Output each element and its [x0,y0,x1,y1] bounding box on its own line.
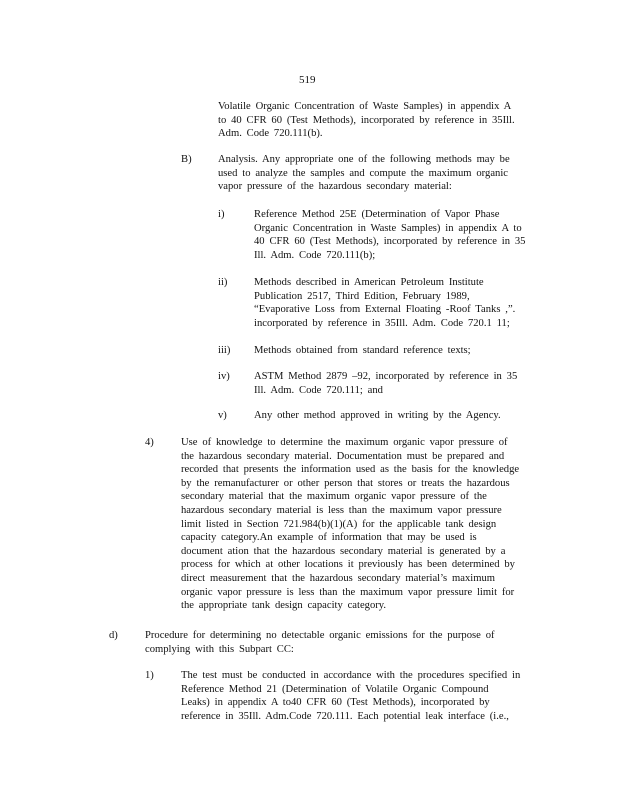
subitem-i-label: i) [218,209,225,220]
subitem-iv-paragraph [254,370,517,397]
subitem-i-paragraph [254,208,525,262]
text-line: Adm. Code 720.111(b). [218,128,323,140]
text-line: incorporated by reference in 35Ill. Adm. Code 720.1 11; [254,317,510,329]
text-line: Use of knowledge to determine the maximum organic vapor pressure of [181,437,508,448]
continuation-paragraph [218,100,515,141]
text-line: organic vapor pressure is less than the maximum vapor pressure limit for [181,586,515,598]
subitem-iii-paragraph [254,344,471,358]
text-line: Analysis. Any appropriate one of the following methods may be [218,154,510,165]
item-4-label: 4) [145,437,154,448]
text-line: capacity category.An example of information that may be used is [181,532,477,544]
subitem-ii-paragraph [254,276,515,330]
text-line: Publication 2517, Third Edition, February 1989, [254,290,470,302]
text-line: Methods described in American Petroleum Institute [254,277,484,288]
item-1-paragraph [181,669,520,723]
item-b-paragraph [218,153,510,194]
text-line: ASTM Method 2879 –92, incorporated by reference in 35 [254,371,518,382]
text-line: used to analyze the samples and compute the maximum organic [218,167,508,179]
text-line: Any other method approved in writing by the Agency. [254,410,501,421]
text-line: Methods obtained from standard reference texts; [254,345,471,356]
text-line: process for which at other locations it previously has been determined by [181,559,515,571]
item-4-paragraph [181,436,519,613]
text-line: “Evaporative Loss from External Floating -Roof Tanks ,”. [254,304,516,316]
item-d-paragraph [145,629,495,656]
text-line: recorded that presents the information used as the basis for the knowledge [181,464,520,476]
subitem-v-paragraph [254,409,501,423]
item-d-label: d) [109,630,118,641]
text-line: complying with this Subpart CC: [145,643,294,655]
text-line: Procedure for determining no detectable organic emissions for the purpose of [145,630,495,641]
subitem-iii-label: iii) [218,345,231,356]
text-line: hazardous secondary material is less than the maximum vapor pressure [181,504,502,516]
item-b-label: B) [181,154,192,165]
subitem-ii-label: ii) [218,277,228,288]
subitem-v-label: v) [218,410,227,421]
text-line: 40 CFR 60 (Test Methods), incorporated by reference in 35 [254,236,526,248]
text-line: secondary material that the maximum organic vapor pressure of the [181,491,487,503]
text-line: direct measurement that the hazardous secondary material’s maximum [181,572,495,584]
text-line: Leaks) in appendix A to40 CFR 60 (Test Methods), incorporated by [181,697,490,709]
text-line: Volatile Organic Concentration of Waste Samples) in appendix A [218,101,512,112]
text-line: document ation that the hazardous secondary material is generated by a [181,545,506,557]
text-line: the appropriate tank design capacity category. [181,600,387,612]
text-line: Reference Method 21 (Determination of Volatile Organic Compound [181,683,489,695]
text-line: Reference Method 25E (Determination of Vapor Phase [254,209,500,220]
subitem-iv-label: iv) [218,371,230,382]
text-line: Organic Concentration in Waste Samples) in appendix A to [254,222,522,234]
text-line: to 40 CFR 60 (Test Methods), incorporated by reference in 35Ill. [218,114,515,126]
text-line: reference in 35Ill. Adm.Code 720.111. Each potential leak interface (i.e., [181,710,509,722]
item-1-label: 1) [145,670,154,681]
text-line: by the remanufacturer or other person that stores or treats the hazardous [181,477,510,489]
text-line: vapor pressure of the hazardous secondary material: [218,181,452,193]
text-line: the hazardous secondary material. Documentation must be prepared and [181,450,505,462]
text-line: Ill. Adm. Code 720.111; and [254,384,383,396]
text-line: limit listed in Section 721.984(b)(1)(A) for the applicable tank design [181,518,497,530]
text-line: Ill. Adm. Code 720.111(b); [254,249,376,261]
text-line: The test must be conducted in accordance with the procedures specified in [181,670,521,681]
page-number: 519 [299,74,316,86]
